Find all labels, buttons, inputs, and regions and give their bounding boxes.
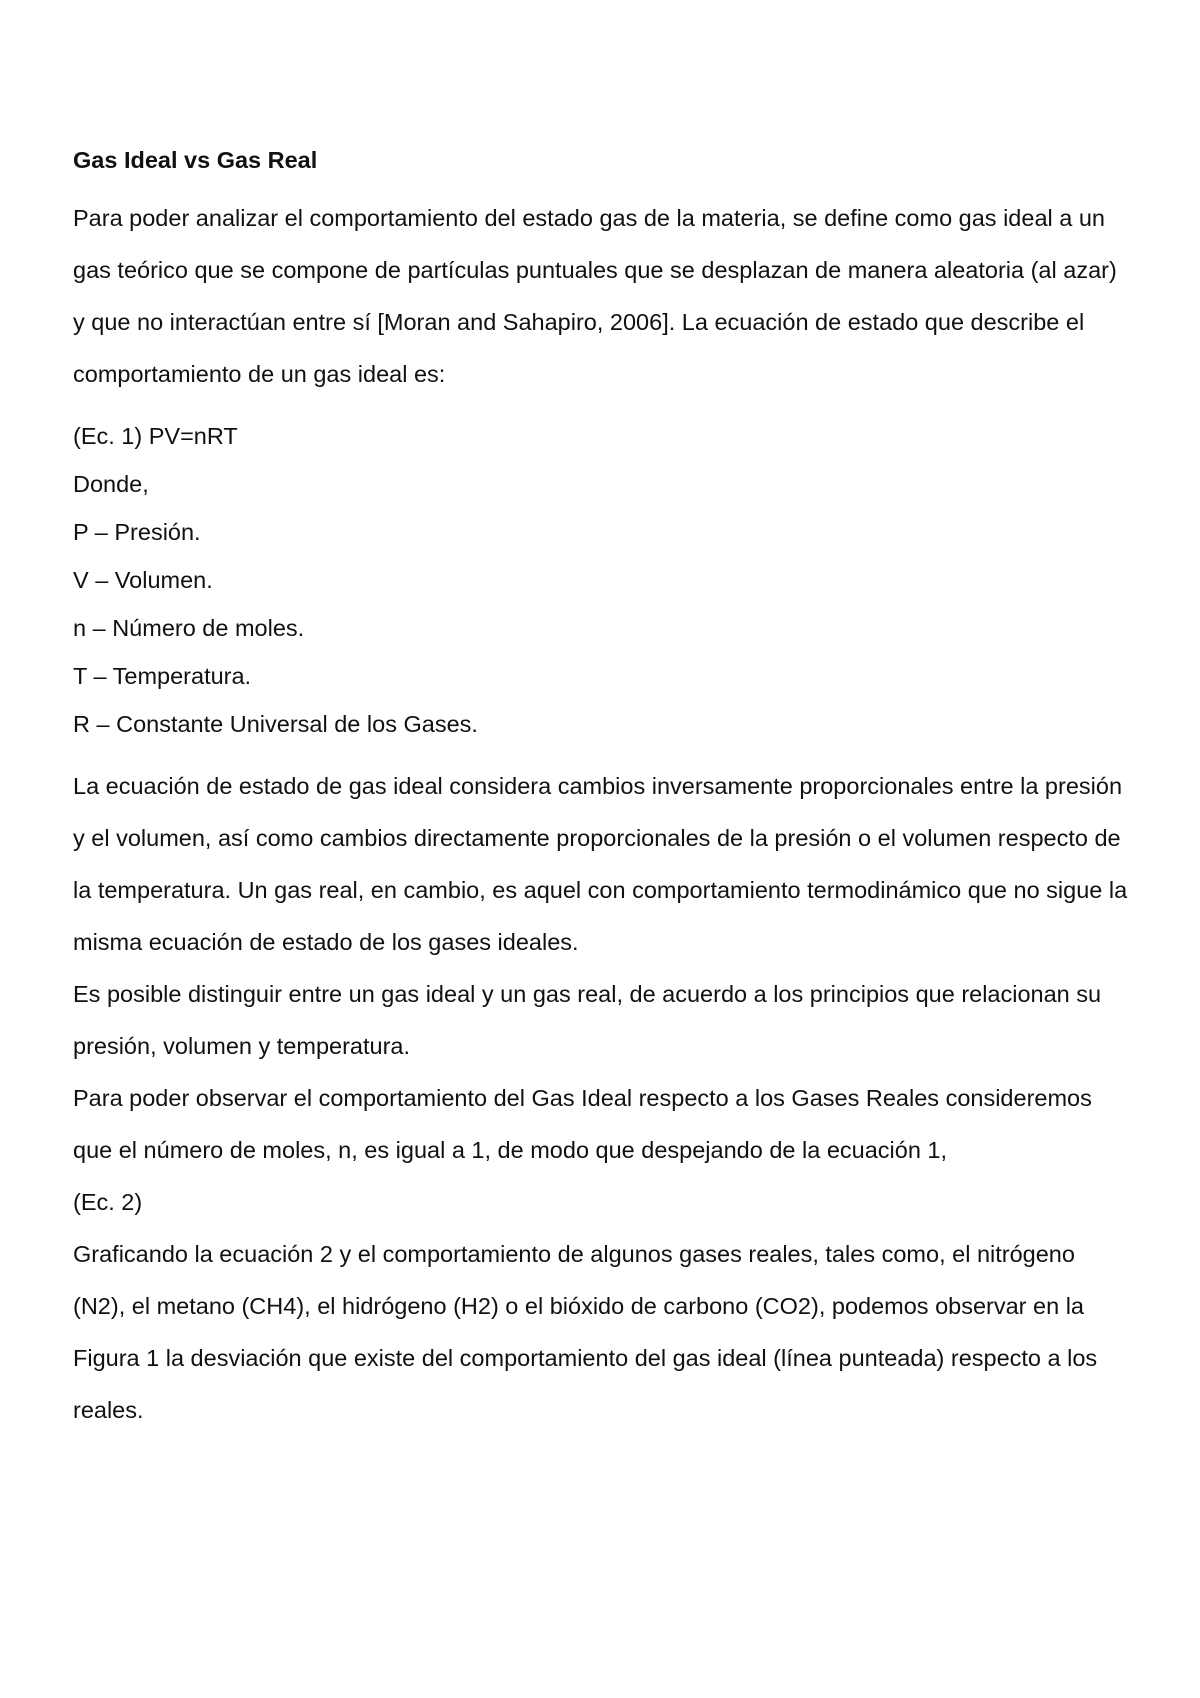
document-body (73, 140, 1133, 1436)
definition-item: n – Número de moles. (73, 615, 305, 641)
paragraph-ideal-vs-real: La ecuación de estado de gas ideal considera cambios inversamente proporcionales entre la presión y el volumen, así como cambios directamente proporcionales de la presión o el volumen respecto de la temperatura. Un gas real, en cambio, es aquel con comportamiento termodinámico que no sigue la misma ecuación de estado de los gases ideales. (73, 773, 1128, 955)
paragraph-graph: Graficando la ecuación 2 y el comportamiento de algunos gases reales, tales como, el nitrógeno (N2), el metano (CH4), el hidrógeno (H2) o el bióxido de carbono (CO2), podemos observar en la Figura 1 la desviación que existe del comportamiento del gas ideal (línea punteada) respecto a los reales. (73, 1241, 1098, 1423)
paragraph-distinguish: Es posible distinguir entre un gas ideal y un gas real, de acuerdo a los principios que relacionan su presión, volumen y temperatura. (73, 981, 1102, 1059)
equation-2: (Ec. 2) (73, 1189, 143, 1215)
paragraph-observe: Para poder observar el comportamiento del Gas Ideal respecto a los Gases Reales consideremos que el número de moles, n, es igual a 1, de modo que despejando de la ecuación 1, (73, 1085, 1092, 1163)
equation-block (73, 412, 1133, 748)
definition-item: R – Constante Universal de los Gases. (73, 711, 478, 737)
definition-item: V – Volumen. (73, 567, 213, 593)
intro-paragraph: Para poder analizar el comportamiento del estado gas de la materia, se define como gas ideal a un gas teórico que se compone de partículas puntuales que se desplazan de manera aleatoria (al azar) y que no interactúan entre sí [Moran and Sahapiro, 2006]. La ecuación de estado que describe el comportamiento de un gas ideal es: (73, 205, 1117, 387)
document-title: Gas Ideal vs Gas Real (73, 147, 318, 173)
donde-label: Donde, (73, 471, 149, 497)
definition-item: P – Presión. (73, 519, 201, 545)
equation-1: (Ec. 1) PV=nRT (73, 423, 238, 449)
definition-item: T – Temperatura. (73, 663, 252, 689)
